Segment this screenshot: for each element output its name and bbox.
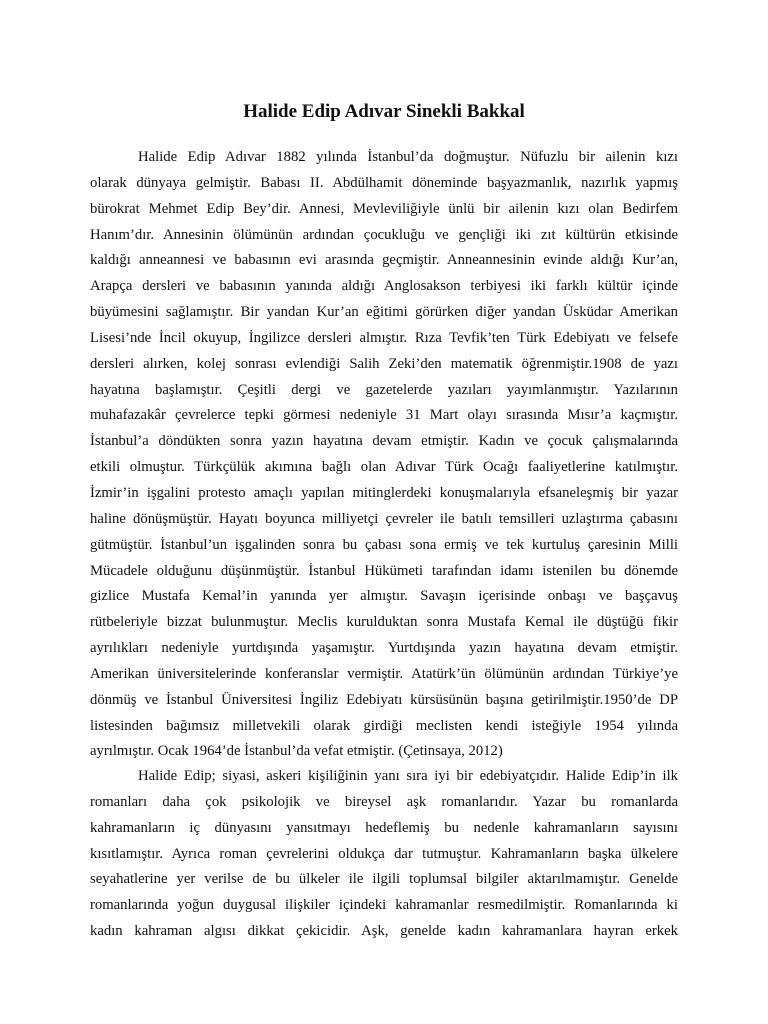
text-line: Hanım’dır. Annesinin ölümünün ardından çocukluğu ve gençliği iki zıt kültürün etkisinde [90,226,678,243]
text-line: kısıtlamıştır. Ayrıca roman çevrelerini oldukça dar tutmuştur. Kahramanların başka ülkelere [90,845,678,862]
text-line: büyümesini sağlamıştır. Bir yandan Kur’an eğitimi görürken diğer yandan Üsküdar Amerikan [90,304,678,321]
text-line: dersleri alırken, kolej sonrası evlendiği Salih Zeki’den matematik öğrenmiştir.1908 de yazı [90,355,678,372]
text-line: listesinden bağımsız milletvekili olarak girdiği meclisten kendi isteğiyle 1954 yılında [90,717,678,734]
text-line: gizlice Mustafa Kemal’in yanında yer almıştır. Savaşın içerisinde onbaşı ve başçavuş [90,588,678,605]
text-line: Halide Edip Adıvar 1882 yılında İstanbul’da doğmuştur. Nüfuzlu bir ailenin kızı [138,149,678,165]
text-line: Mücadele olduğunu düşünmüştür. İstanbul Hükümeti tarafından idamı istenilen bu dönemde [90,562,678,579]
text-line: rütbeleriyle bizzat bulunmuştur. Meclis kurulduktan sonra Mustafa Kemal ile düştüğü fikir [90,614,678,631]
text-line: haline dönüşmüştür. Hayatı boyunca milliyetçi çevreler ile batılı temsilleri uzlaştırma çabasını [90,510,678,527]
paragraph-biography [90,145,678,765]
text-line: seyahatlerine yer verilse de bu ülkeler ile ilgili toplumsal bilgiler aktarılmamıştır. Genelde [90,871,678,888]
text-line: etkili olmuştur. Türkçülük akımına bağlı olan Adıvar Türk Ocağı faaliyetlerine katılmıştır. [90,459,678,476]
text-line: Amerikan üniversitelerinde konferanslar vermiştir. Atatürk’ün ölümünün ardından Türkiye’ye [90,665,678,682]
paragraph-literary [90,764,678,945]
text-line: olarak dünyaya gelmiştir. Babası II. Abdülhamit döneminde başyazmanlık, nazırlık yapmış [90,174,678,191]
text-line: romanları daha çok psikolojik ve bireysel aşk romanlarıdır. Yazar bu romanlarda [90,793,678,810]
text-line: İzmir’in işgalini protesto amaçlı yapılan mitinglerdeki konuşmalarıyla efsaneleşmiş bir yazar [90,484,678,501]
text-line: muhafazakâr çevrelerce tepki görmesi nedeniyle 31 Mart olayı sırasında Mısır’a kaçmıştır. [90,407,678,424]
text-line: gütmüştür. İstanbul’un işgalinden sonra bu çabası sona ermiş ve tek kurtuluş çaresinin Milli [90,536,678,553]
text-line: kahramanların iç dünyasını yansıtmayı hedeflemiş bu nedenle kahramanların sayısını [90,819,678,836]
text-line: kadın kahraman algısı dikkat çekicidir. Aşk, genelde kadın kahramanlara hayran erkek [90,923,678,940]
text-line: ayrılmıştır. Ocak 1964’de İstanbul’da vefat etmiştir. (Çetinsaya, 2012) [90,743,503,760]
text-line: bürokrat Mehmet Edip Bey’dir. Annesi, Mevleviliğiyle ünlü bir ailenin kızı olan Bedirfem [90,200,678,217]
text-line: Lisesi’nde İncil okuyup, İngilizce dersleri almıştır. Rıza Tevfik’ten Türk Edebiyatı ve felsefe [90,329,678,346]
text-line: İstanbul’a döndükten sonra yazın hayatına devam etmiştir. Kadın ve çocuk çalışmalarında [90,433,678,450]
text-line: Halide Edip; siyasi, askeri kişiliğinin yanı sıra iyi bir edebiyatçıdır. Halide Edip’in ilk [138,768,678,784]
text-line: dönmüş ve İstanbul Üniversitesi İngiliz Edebiyatı kürsüsünün başına getirilmiştir.1950’de DP [90,691,678,708]
text-line: romanlarında yoğun duygusal ilişkiler içindeki kahramanlar resmedilmiştir. Romanlarında ki [90,897,678,914]
text-line: Arapça dersleri ve babasının yanında aldığı Anglosakson terbiyesi iki farklı kültür içinde [90,278,678,295]
text-line: hayatına başlamıştır. Çeşitli dergi ve gazetelerde yazıları yayımlanmıştır. Yazılarının [90,381,678,398]
document-title: Halide Edip Adıvar Sinekli Bakkal [243,101,525,122]
text-line: ayrılıkları nedeniyle yurtdışında yaşamıştır. Yurtdışında yazın hayatına devam etmiştir. [90,640,678,657]
text-line: kaldığı anneannesi ve babasının evi arasında geçmiştir. Anneannesinin evinde aldığı Kur’an, [90,252,678,269]
